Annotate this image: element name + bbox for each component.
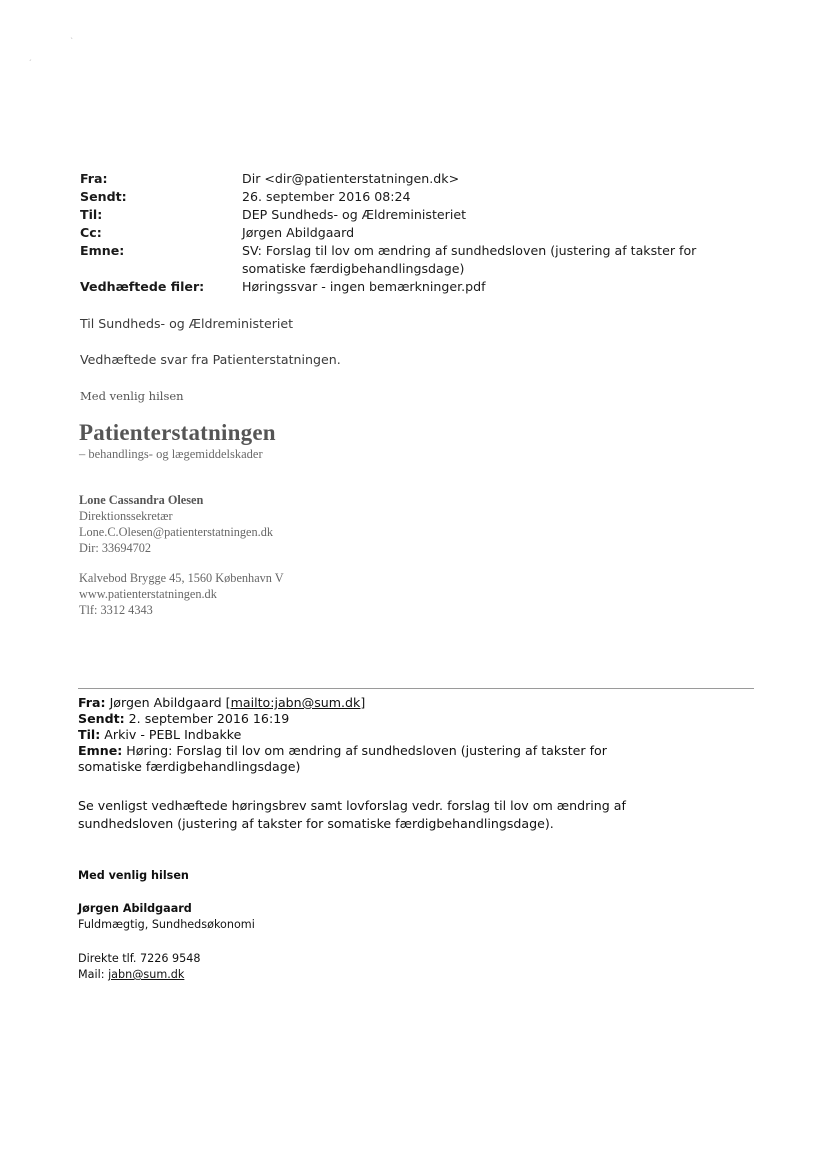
header-row-sent [80,188,760,206]
fwd-sent-value: 2. september 2016 16:19 [128,711,290,726]
fwd-sent-row [78,711,758,727]
header-value: Dir <dir@patienterstatningen.dk> [242,171,460,186]
header-row-cc [80,224,760,242]
address-block [79,570,284,618]
fwd-from-label: Fra: [78,695,106,710]
header-row-from [80,170,760,188]
header-label: Cc: [80,225,102,240]
header-value: DEP Sundheds- og Ældreministeriet [242,207,467,222]
fwd-sig-name: Jørgen Abildgaard [78,902,192,915]
signature-direct: Dir: 33694702 [79,541,152,555]
fwd-subject-value: Høring: Forslag til lov om ændring af sundhedsloven (justering af takster for somatiske færdigbehandlingsdage) [78,743,607,774]
email-header [80,170,760,296]
forwarded-header [78,695,758,775]
fwd-from-value: Jørgen Abildgaard [109,695,222,710]
header-row-to [80,206,760,224]
header-label: Emne: [80,243,125,258]
reply-body: Vedhæftede svar fra Patienterstatningen. [80,352,341,367]
forwarded-body: Se venligst vedhæftede høringsbrev samt lovforslag vedr. forslag til lov om ændring af sundhedsloven (justering af takster for somatiske færdigbehandlingsdage). [78,798,626,831]
header-value: Jørgen Abildgaard [242,225,355,240]
forward-divider [78,688,754,689]
fwd-sig-title: Fuldmægtig, Sundhedsøkonomi [78,918,255,931]
header-label: Til: [80,207,103,222]
signature-email[interactable]: Lone.C.Olesen@patienterstatningen.dk [79,525,274,539]
fwd-to-label: Til: [78,727,101,742]
email-printout-page: ˎ ˏ Fra: Dir <dir@patienterstatningen.dk> Sendt: 26. september 2016 08:24 Til: DEP Sundheds- og Ældreministeriet Cc: Jørgen Abildgaard Emne: SV: Forslag til lov om ændring af sundhedsloven (justering af takster for somatiske færdigbehandlingsdage) Vedhæftede filer: Høringssvar - ingen bemærkninger.pdf Til Sundheds- og Ældreministeriet Vedhæftede svar fra Patienterstatningen. Med venlig hilsen Patienterstatningen – behandlings- og lægemiddelskader Lone Cassandra Olesen Direktionssekretær Lone.C.Olesen@patienterstatningen.dk Dir: 33694702 Kalvebod Brygge 45, 1560 København V www.patienterstatningen.dk Tlf: 3312 4343 Fra: Jørgen Abildgaard [mailto:jabn@sum.dk] Sendt: 2. september 2016 16:19 Til: Arkiv - PEBL Indbakke Emne: Høring: Forslag til lov om ændring af sundhedsloven (justering af takster for somatiske færdigbehandlingsdage) Se venligst vedhæftede høringsbrev samt lovforslag vedr. forslag til lov om ændring af sundhedsloven (justering af takster for somatiske færdigbehandlingsdage). Med venlig hilsen Jørgen Abildgaard Fuldmægtig, Sundhedsøkonomi Direkte tlf. 7226 9548 Mail: jabn@sum.dk [0,0,828,1169]
header-label: Fra: [80,171,108,186]
header-row-attachments [80,278,760,296]
fwd-mail-row [78,967,201,983]
salutation: Til Sundheds- og Ældreministeriet [80,316,294,331]
header-value: 26. september 2016 08:24 [242,189,411,204]
fwd-sig-phone: Direkte tlf. 7226 9548 [78,952,201,965]
signature-block [79,492,273,556]
attachment-filename[interactable]: Høringssvar - ingen bemærkninger.pdf [242,279,486,294]
fwd-to-value: Arkiv - PEBL Indbakke [104,727,242,742]
header-label: Vedhæftede filer: [80,279,205,294]
signature-phone: Tlf: 3312 4343 [79,603,153,617]
fwd-subject-row [78,743,658,775]
fwd-signature [78,901,255,933]
signature-address: Kalvebod Brygge 45, 1560 København V [79,571,284,585]
signature-title: Direktionssekretær [79,509,173,523]
fwd-mail-link[interactable]: jabn@sum.dk [108,968,185,981]
fwd-mailto-link[interactable]: [mailto:jabn@sum.dk] [225,695,366,710]
fwd-from-row [78,695,758,711]
logo-tagline: – behandlings- og lægemiddelskader [79,447,263,461]
reply-closing: Med venlig hilsen [80,389,184,403]
header-row-subject [80,242,760,278]
fwd-subject-label: Emne: [78,743,123,758]
signature-name: Lone Cassandra Olesen [79,493,204,507]
patienterstatningen-logo: Patienterstatningen [79,420,276,445]
fwd-contact [78,951,201,983]
header-value: SV: Forslag til lov om ændring af sundhedsloven (justering af takster for somatiske færdigbehandlingsdage) [242,243,697,276]
signature-web[interactable]: www.patienterstatningen.dk [79,587,217,601]
fwd-sent-label: Sendt: [78,711,125,726]
fwd-closing: Med venlig hilsen [78,869,189,882]
fwd-to-row [78,727,758,743]
fwd-mail-label: Mail: [78,968,105,981]
header-label: Sendt: [80,189,127,204]
